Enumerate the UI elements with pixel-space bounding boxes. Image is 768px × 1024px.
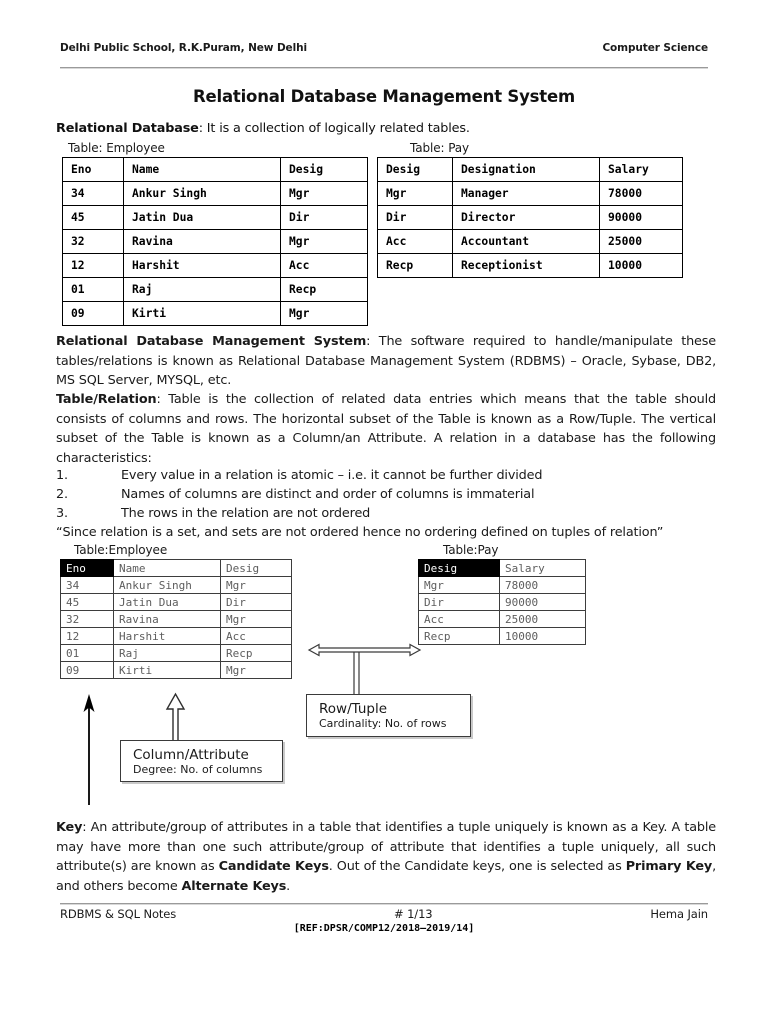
cell-name: Raj bbox=[124, 278, 281, 302]
cell-designation: Manager bbox=[453, 182, 600, 206]
table-header-row bbox=[419, 560, 586, 577]
cell-desig: Recp bbox=[419, 628, 500, 645]
row-tuple-connector bbox=[354, 652, 359, 694]
cell-desig: Dir bbox=[221, 594, 292, 611]
table-row bbox=[63, 206, 368, 230]
table-relation-text: : Table is the collection of related data entries which means that the table should consists of columns and rows. The horizontal subset of the Table is known as a Row/Tuple. The vertical subset of the Table is known as a Column/an Attribute. A relation in a database has the following characteristics: bbox=[56, 392, 716, 466]
cell-desig: Recp bbox=[281, 278, 368, 302]
col-header-salary: Salary bbox=[500, 560, 586, 577]
relational-database-term: Relational Database bbox=[56, 121, 199, 136]
employee-table bbox=[62, 157, 368, 326]
diagram-employee-caption: Table:Employee bbox=[74, 543, 168, 557]
cell-desig: Dir bbox=[419, 594, 500, 611]
cell-name: Jatin Dua bbox=[114, 594, 221, 611]
cell-desig: Mgr bbox=[378, 182, 453, 206]
primary-key-arrow bbox=[84, 694, 95, 805]
diagram-employee-table bbox=[60, 559, 292, 679]
callout-column-attribute-title: Column/Attribute bbox=[133, 747, 249, 763]
characteristic-text-2: Names of columns are distinct and order of columns is immaterial bbox=[121, 487, 535, 502]
page-title: Relational Database Management System bbox=[193, 87, 575, 106]
col-header-name: Name bbox=[114, 560, 221, 577]
table-row bbox=[63, 278, 368, 302]
cell-name: Ankur Singh bbox=[124, 182, 281, 206]
footer-author: Hema Jain bbox=[650, 907, 708, 921]
cell-desig: Acc bbox=[221, 628, 292, 645]
cell-desig: Dir bbox=[378, 206, 453, 230]
footer-page-number: # 1/13 bbox=[393, 907, 433, 921]
table-row bbox=[419, 594, 586, 611]
header-school-name: Delhi Public School, R.K.Puram, New Delhi bbox=[60, 42, 307, 54]
table-row bbox=[61, 662, 292, 679]
table-row bbox=[61, 645, 292, 662]
col-header-desig: Desig bbox=[419, 560, 500, 577]
relational-database-definition bbox=[56, 121, 716, 136]
col-header-designation: Designation bbox=[453, 158, 600, 182]
col-header-eno: Eno bbox=[61, 560, 114, 577]
cell-desig: Mgr bbox=[281, 182, 368, 206]
cell-desig: Mgr bbox=[419, 577, 500, 594]
callout-column-attribute-subtitle: Degree: No. of columns bbox=[133, 763, 263, 776]
col-header-desig: Desig bbox=[281, 158, 368, 182]
col-header-name: Name bbox=[124, 158, 281, 182]
cell-name: Ravina bbox=[124, 230, 281, 254]
characteristic-number-1: 1. bbox=[56, 468, 68, 483]
table-row bbox=[61, 594, 292, 611]
table-row bbox=[61, 611, 292, 628]
pay-table-caption: Table: Pay bbox=[410, 141, 470, 155]
cell-desig: Mgr bbox=[221, 662, 292, 679]
key-term: Key bbox=[56, 820, 83, 835]
pay-table bbox=[377, 157, 683, 278]
table-row bbox=[61, 577, 292, 594]
table-row bbox=[419, 577, 586, 594]
cell-eno: 34 bbox=[61, 577, 114, 594]
footer-rule bbox=[60, 903, 708, 904]
footer-doc-name: RDBMS & SQL Notes bbox=[60, 907, 177, 921]
cell-eno: 45 bbox=[63, 206, 124, 230]
cell-salary: 25000 bbox=[500, 611, 586, 628]
table-row bbox=[378, 182, 683, 206]
cell-name: Jatin Dua bbox=[124, 206, 281, 230]
callout-row-tuple-subtitle: Cardinality: No. of rows bbox=[319, 717, 447, 730]
cell-eno: 12 bbox=[61, 628, 114, 645]
cell-eno: 45 bbox=[61, 594, 114, 611]
table-row bbox=[63, 230, 368, 254]
relation-set-quote: “Since relation is a set, and sets are not ordered hence no ordering defined on tuples of relation” bbox=[56, 525, 664, 540]
header-subject: Computer Science bbox=[602, 42, 708, 54]
callout-row-tuple-title: Row/Tuple bbox=[319, 701, 388, 717]
rdbms-term: Relational Database Management System bbox=[56, 334, 367, 349]
cell-salary: 25000 bbox=[600, 230, 683, 254]
characteristic-number-3: 3. bbox=[56, 506, 68, 521]
table-relation-paragraph bbox=[56, 390, 716, 468]
cell-name: Raj bbox=[114, 645, 221, 662]
cell-eno: 09 bbox=[61, 662, 114, 679]
cell-eno: 01 bbox=[63, 278, 124, 302]
relational-database-text: : It is a collection of logically related tables. bbox=[198, 121, 470, 136]
table-row bbox=[378, 206, 683, 230]
col-header-desig: Desig bbox=[378, 158, 453, 182]
cell-desig: Acc bbox=[419, 611, 500, 628]
cell-salary: 78000 bbox=[500, 577, 586, 594]
key-text-3: , and others become bbox=[56, 859, 717, 894]
cell-desig: Recp bbox=[378, 254, 453, 278]
cell-designation: Accountant bbox=[453, 230, 600, 254]
characteristic-text-3: The rows in the relation are not ordered bbox=[121, 506, 371, 521]
cell-desig: Acc bbox=[378, 230, 453, 254]
table-row bbox=[419, 628, 586, 645]
cell-name: Harshit bbox=[114, 628, 221, 645]
col-header-salary: Salary bbox=[600, 158, 683, 182]
header-rule bbox=[60, 67, 708, 68]
employee-table-caption: Table: Employee bbox=[68, 141, 165, 155]
candidate-keys-term: Candidate Keys bbox=[218, 859, 329, 874]
running-footer bbox=[60, 907, 708, 921]
cell-name: Harshit bbox=[124, 254, 281, 278]
key-text-4: . bbox=[286, 878, 291, 894]
table-relation-term: Table/Relation bbox=[56, 392, 157, 407]
table-header-row bbox=[61, 560, 292, 577]
characteristic-number-2: 2. bbox=[56, 487, 68, 502]
footer-reference-code: [REF:DPSR/COMP12/2018–2019/14] bbox=[293, 923, 475, 934]
cell-eno: 34 bbox=[63, 182, 124, 206]
cell-name: Ankur Singh bbox=[114, 577, 221, 594]
cell-eno: 12 bbox=[63, 254, 124, 278]
cell-salary: 90000 bbox=[600, 206, 683, 230]
cell-eno: 01 bbox=[61, 645, 114, 662]
running-header bbox=[60, 42, 708, 54]
cell-salary: 10000 bbox=[600, 254, 683, 278]
cell-name: Ravina bbox=[114, 611, 221, 628]
cell-desig: Mgr bbox=[221, 611, 292, 628]
column-attribute-arrow bbox=[167, 694, 184, 742]
table-header-row bbox=[63, 158, 368, 182]
table-row bbox=[419, 611, 586, 628]
table-row bbox=[63, 182, 368, 206]
table-row bbox=[63, 254, 368, 278]
cell-eno: 09 bbox=[63, 302, 124, 326]
cell-salary: 78000 bbox=[600, 182, 683, 206]
diagram-pay-table bbox=[418, 559, 586, 645]
cell-desig: Recp bbox=[221, 645, 292, 662]
table-header-row bbox=[378, 158, 683, 182]
diagram-pay-caption: Table:Pay bbox=[443, 543, 499, 557]
key-text-1: : An attribute/group of attributes in a table that identifies a tuple uniquely is known as a Key. A table may have more than one such attribute/group of attribute that identifies a tuple uniquely, all such attribute(s) are known as bbox=[56, 820, 716, 874]
cell-designation: Director bbox=[453, 206, 600, 230]
key-text-2: . Out of the Candidate keys, one is selected as bbox=[328, 859, 626, 874]
cell-eno: 32 bbox=[63, 230, 124, 254]
characteristic-text-1: Every value in a relation is atomic – i.e. it cannot be further divided bbox=[121, 468, 543, 483]
col-header-desig: Desig bbox=[221, 560, 292, 577]
cell-eno: 32 bbox=[61, 611, 114, 628]
cell-name: Kirti bbox=[114, 662, 221, 679]
col-header-eno: Eno bbox=[63, 158, 124, 182]
cell-salary: 10000 bbox=[500, 628, 586, 645]
cell-desig: Mgr bbox=[221, 577, 292, 594]
table-row bbox=[61, 628, 292, 645]
cell-name: Kirti bbox=[124, 302, 281, 326]
table-row bbox=[63, 302, 368, 326]
table-row bbox=[378, 230, 683, 254]
key-paragraph bbox=[56, 818, 716, 896]
table-row bbox=[378, 254, 683, 278]
rdbms-paragraph bbox=[56, 332, 716, 391]
primary-key-term: Primary Key bbox=[625, 859, 713, 874]
callout-column-attribute bbox=[120, 740, 283, 782]
cell-designation: Receptionist bbox=[453, 254, 600, 278]
cell-desig: Acc bbox=[281, 254, 368, 278]
cell-desig: Mgr bbox=[281, 302, 368, 326]
callout-row-tuple bbox=[306, 694, 471, 737]
cell-salary: 90000 bbox=[500, 594, 586, 611]
cell-desig: Mgr bbox=[281, 230, 368, 254]
row-tuple-arrow bbox=[309, 645, 420, 656]
rdbms-text: : The software required to handle/manipulate these tables/relations is known as Relational Database Management System (RDBMS) – Oracle, Sybase, DB2, MS SQL Server, MYSQL, etc. bbox=[56, 334, 716, 388]
alternate-keys-term: Alternate Keys bbox=[181, 878, 287, 894]
cell-desig: Dir bbox=[281, 206, 368, 230]
